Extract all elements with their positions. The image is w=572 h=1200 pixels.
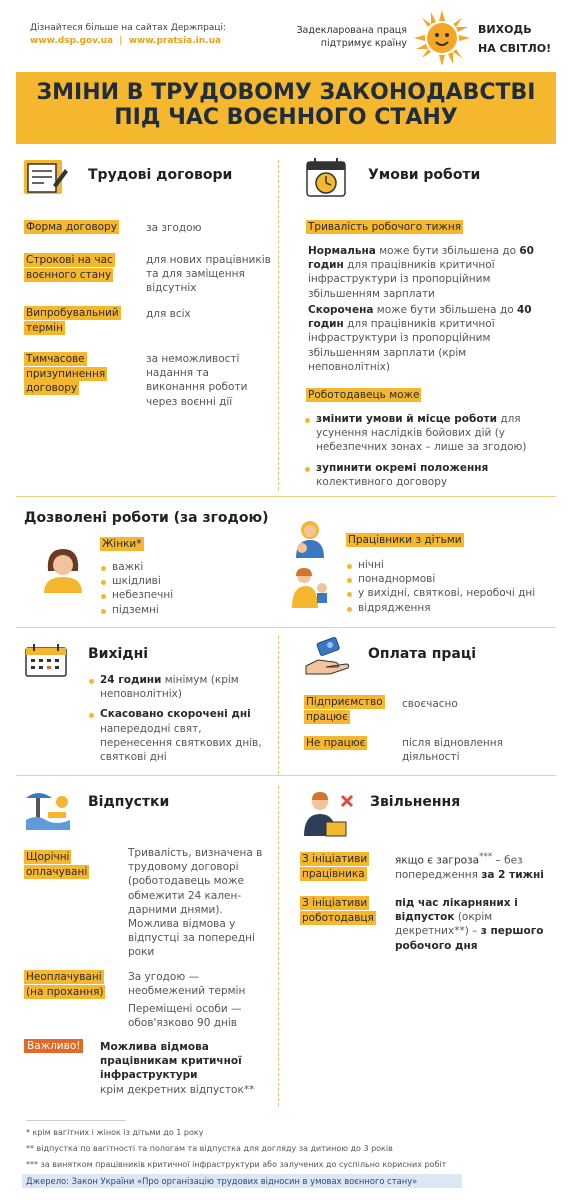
allowed-title: Дозволені роботи (за згодою) [24,510,269,526]
dismissal-row-2-text-mid: (окрім декретних**) – [395,911,493,938]
women-item: небезпечні [100,588,173,602]
calendar-clock-icon [305,156,349,198]
footnote-3: *** за винятком працівників критичної інфраструктури або залучених до суспільно корисних робіт [26,1160,447,1169]
dismissal-row-1-bold: за 2 тижні [481,868,544,881]
vacation-icon [24,790,72,832]
dismissal-row-2-text [395,896,545,953]
dismissal-row-1-text-1: якщо є загроза [395,854,480,867]
footnote-2: ** відпустка по вагітності та пологам та відпустка для догляду за дитиною до 3 років [26,1144,393,1153]
week-label [306,220,463,234]
employer-list [304,412,544,489]
weekends-list [88,673,266,764]
pay-row-2-value: після відновлення діяльності [402,737,503,764]
important-bold: Можлива відмова працівникам критичної інфраструктури [100,1041,242,1082]
dismissal-row-1-text [395,852,555,882]
declared-line-1: Задекларована праця [296,25,407,36]
dismissal-row-1-label-1: З ініціативи [302,853,368,865]
women-item: шкідливі [100,574,173,588]
employer-label-text: Роботодавець може [308,389,420,401]
divider-vertical-2 [278,636,279,774]
employer-item-1-text: для усунення наслідків бойових дій (у небезпечних зонах – лише за згодою) [316,413,527,454]
dismissal-icon [300,790,358,838]
dismissal-row-1-text-2: – без попередження [395,854,523,881]
money-hand-icon [304,636,352,676]
weekends-item-2 [88,707,266,764]
contracts-value-suspend: за неможливості надання та виконання роботи через воєнні дії [146,353,248,408]
unpaid-label [24,970,105,999]
dismissal-title: Звільнення [370,794,461,810]
weekends-title: Вихідні [88,646,149,662]
pay-row-2-label: Не працює [306,737,366,749]
short-text-2: для працівників критичної інфраструктури із пропорційним збільшенням зарплати (крім неповнолітніх) [308,318,495,373]
dismissal-row-2-bold-1: під час лікарняних і відпусток [395,897,518,924]
dismissal-row-2-label-2: роботодавця [302,911,374,924]
annual-label-1: Щорічні [26,851,70,863]
contracts-value-term: для нових працівників та для заміщення відсутніх [146,254,271,295]
title-line-1: ЗМІНИ В ТРУДОВОМУ ЗАКОНОДАВСТВІ [36,80,536,105]
vacations-title: Відпустки [88,794,170,810]
unpaid-label-2: (на прохання) [26,985,104,998]
dismissal-row-1-label-2: працівника [302,867,365,880]
annual-label-2: оплачувані [26,865,88,878]
employer-item-1-bold: змінити умови й місце роботи [316,413,497,425]
employer-item-1 [304,412,544,455]
contracts-label-suspend-1: Тимчасове [26,353,85,365]
employer-item-2 [304,461,544,489]
parents-item: нічні [346,558,535,572]
pay-row-1-value: своєчасно [402,698,458,710]
father-child-icon [290,566,332,608]
parents-item: відрядження [346,601,535,615]
normal-text-1: може бути збільшена до [375,245,520,257]
weekends-item-2-bold: Скасовано скорочені дні [100,708,251,721]
important-label: Важливо! [24,1039,83,1053]
contracts-row-1 [24,220,119,234]
unpaid-label-1: Неоплачувані [26,971,102,983]
footnote-rule [26,1120,126,1121]
divider-3 [16,775,556,776]
dismissal-row-1-sup: *** [479,852,493,862]
header-info-line: Дізнайтеся більше на сайтах Держпраці: [30,23,226,33]
weekends-item-2-text: напередодні свят, перенесення святкових днів, святкові дні [100,722,262,763]
employer-label [306,388,421,402]
header-info [30,22,226,48]
dismissal-row-2-bold-2: з першого робочого дня [395,925,544,952]
normal-hours: 60 годин [308,245,534,272]
normal-bold: Нормальна [308,245,376,257]
weekends-item-1-bold: 24 години [100,674,162,686]
unpaid-text-2: Переміщені особи — обов'язково 90 днів [128,1003,242,1030]
pay-row-2 [304,736,367,750]
vyhid-line-2: НА СВІТЛО! [478,42,552,56]
parents-label [346,533,464,547]
contract-icon [22,158,70,196]
contracts-label-suspend-2: призупинення [26,367,106,380]
women-item: підземні [100,603,173,617]
sun-logo-icon [412,8,472,68]
pay-row-1-label-1: Підприємство [306,696,383,708]
weekends-item-1-text: мінімум (крім неповнолітніх) [100,674,239,701]
annual-label [24,850,89,879]
dismissal-row-2-label-1: З ініціативи [302,897,368,909]
calendar-icon [24,642,68,678]
contracts-title: Трудові договори [88,167,233,183]
title-line-2: ПІД ЧАС ВОЄННОГО СТАНУ [114,105,458,131]
conditions-title: Умови роботи [368,167,481,183]
employer-item-2-bold: зупинити окремі положення [316,461,489,474]
contracts-value-form: за згодою [146,222,202,234]
declared-line-2: підтримує країну [320,38,407,50]
normal-text-2: для працівників критичної інфраструктури із пропорційним збільшенням зарплати [308,259,495,300]
pay-title: Оплата праці [368,646,477,662]
contracts-label-probation-1: Випробувальний [26,307,119,319]
contracts-label-suspend-3: договору [26,382,78,395]
important-badge [24,1040,83,1052]
short-hours: 40 годин [308,304,532,331]
unpaid-text-1: За угодою — необмежений термін [128,971,246,998]
vyhid-slogan [478,20,551,59]
parents-item: понаднормові [346,572,535,586]
divider-vertical-1 [278,160,279,490]
divider-vertical-3 [278,786,279,1106]
week-label-text: Тривалість робочого тижня [308,221,462,233]
annual-text: Тривалість, визначена в трудовому договорі (роботодавець може обмежити 24 кален-дарними днями). Можлива відмова у відпустці за попередні роки [128,847,263,959]
contracts-row-4 [24,352,107,396]
contracts-row-2 [24,253,115,282]
parents-label-text: Працівники з дітьми [348,534,462,546]
link-separator: | [119,36,123,47]
parents-item: у вихідні, святкові, неробочі дні [346,586,535,600]
divider-1 [16,496,556,497]
divider-2 [16,627,556,628]
dismissal-row-1-label [300,852,369,881]
mother-child-icon [290,518,330,560]
contracts-label-form: Форма договору [26,221,117,233]
important-note: крім декретних відпусток** [100,1083,255,1096]
source-note: Джерело: Закон України «Про організацію трудових відносин в умовах воєнного стану» [22,1174,462,1188]
women-label-text: Жінки* [102,538,142,550]
link-pratsia[interactable]: www.pratsia.in.ua [128,36,222,47]
short-bold: Скорочена [308,304,374,316]
contracts-label-term-2: воєнного стану [26,268,112,281]
women-item: важкі [100,560,173,574]
contracts-row-3 [24,306,121,335]
parents-list [346,558,535,615]
employer-item-2-text: колективного договору [316,475,448,488]
page-title [16,80,556,131]
women-list [100,560,173,617]
short-week-text [308,303,540,374]
pay-row-1 [304,695,385,724]
dismissal-row-2-label [300,896,376,925]
footnote-1: * крім вагітних і жінок із дітьми до 1 року [26,1128,204,1137]
woman-icon [40,545,86,593]
link-dsp[interactable]: www.dsp.gov.ua [30,36,114,47]
important-text [100,1040,270,1097]
pay-row-1-label-2: працює [306,710,348,723]
contracts-value-probation: для всіх [146,308,191,320]
vyhid-line-1: ВИХОДЬ [478,23,532,36]
weekends-item-1 [88,673,266,701]
declared-slogan [272,24,407,51]
short-text-1: може бути збільшена до [373,304,517,316]
normal-week-text [308,244,540,301]
women-label [100,537,144,551]
contracts-label-term-1: Строкові на час [26,254,113,266]
contracts-label-probation-2: термін [26,321,63,334]
